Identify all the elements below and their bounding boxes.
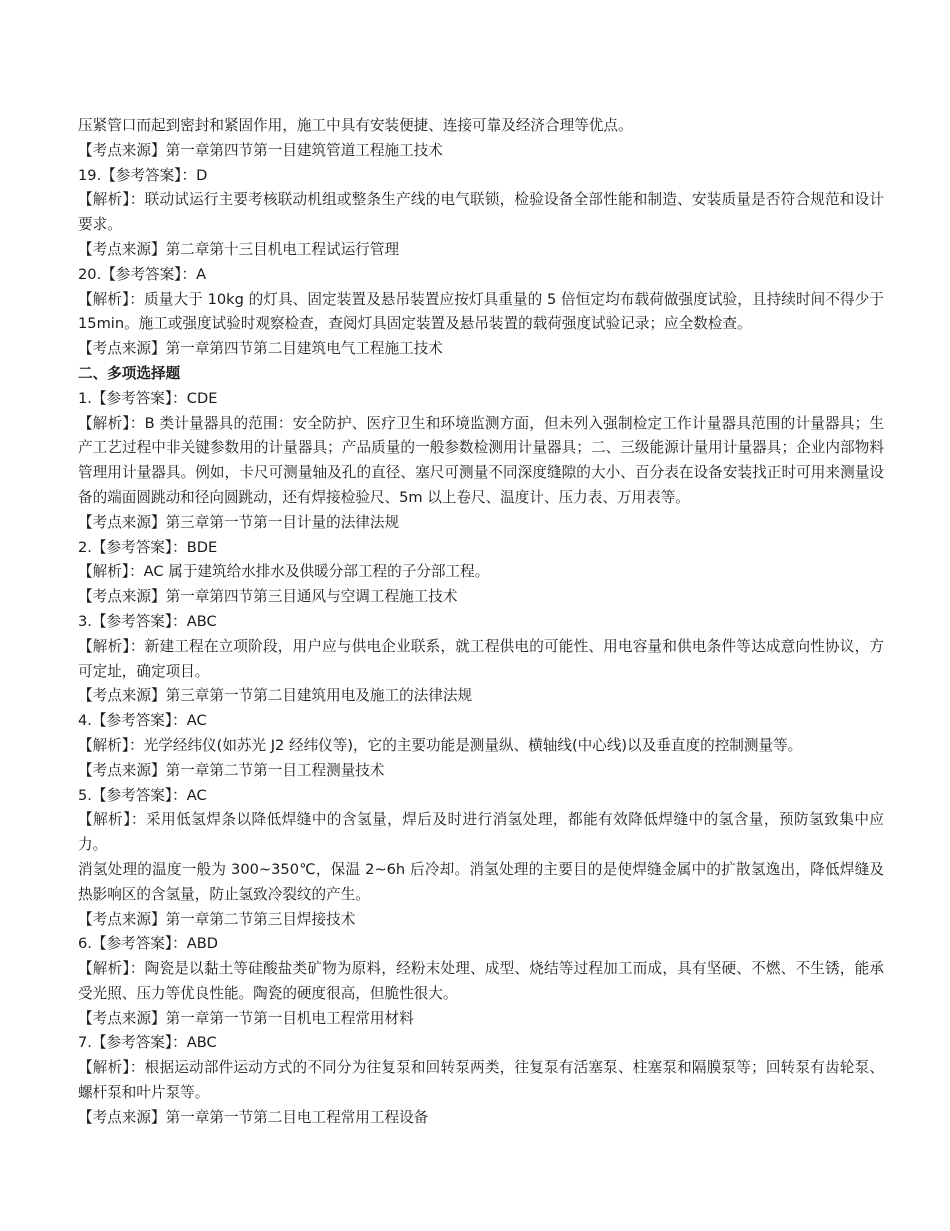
answer-line: 7.【参考答案】：ABC	[78, 1034, 217, 1052]
source-note: 【考点来源】第一章第四节第二目建筑电气工程施工技术	[78, 340, 443, 358]
answer-line: 2.【参考答案】：BDE	[78, 538, 218, 556]
source-note: 【考点来源】第二章第十三目机电工程试运行管理	[78, 240, 400, 258]
explanation: 【解析】：新建工程在立项阶段，用户应与供电企业联系，就工程供电的可能性、用电容量和供电条件等达成意向性协议，方可定址，确定项目。	[78, 637, 884, 680]
paragraph: 压紧管口而起到密封和紧固作用，施工中具有安装便捷、连接可靠及经济合理等优点。	[78, 117, 633, 134]
explanation: 【解析】：陶瓷是以黏土等硅酸盐类矿物为原料，经粉末处理、成型、烧结等过程加工而成，具有坚硬、不燃、不生锈，能承受光照、压力等优良性能。陶瓷的硬度很高，但脆性很大。	[78, 960, 884, 1002]
source-note: 【考点来源】第一章第二节第三目焊接技术	[78, 910, 356, 928]
document-body	[78, 114, 884, 1131]
source-note: 【考点来源】第三章第一节第二目建筑用电及施工的法律法规	[78, 687, 473, 705]
answer-line: 1.【参考答案】：CDE	[78, 389, 218, 407]
answer-line: 3.【参考答案】：ABC	[78, 612, 217, 630]
section-heading: 二、多项选择题	[78, 364, 181, 382]
answer-line: 6.【参考答案】：ABD	[78, 935, 219, 953]
paragraph: 消氢处理的温度一般为 300~350℃，保温 2~6h 后冷却。消氢处理的主要目的是使焊缝金属中的扩散氢逸出，降低焊缝及热影响区的含氢量，防止氢致冷裂纹的产生。	[78, 860, 884, 903]
explanation: 【解析】：质量大于 10kg 的灯具、固定装置及悬吊装置应按灯具重量的 5 倍恒定均布载荷做强度试验，且持续时间不得少于 15min。施工或强度试验时观察检查，查阅灯具固定装置及悬吊装置的载荷强度试验记录；应全数检查。	[78, 290, 884, 333]
source-note: 【考点来源】第一章第四节第三目通风与空调工程施工技术	[78, 588, 458, 606]
answer-line: 19.【参考答案】：D	[78, 166, 208, 184]
source-note: 【考点来源】第一章第二节第一目工程测量技术	[78, 761, 385, 779]
explanation: 【解析】：联动试运行主要考核联动机组或整条生产线的电气联锁，检验设备全部性能和制造、安装质量是否符合规范和设计要求。	[78, 191, 884, 234]
source-note: 【考点来源】第三章第一节第一目计量的法律法规	[78, 513, 400, 531]
source-note: 【考点来源】第一章第四节第一目建筑管道工程施工技术	[78, 141, 443, 159]
explanation: 【解析】：AC 属于建筑给水排水及供暖分部工程的子分部工程。	[78, 563, 490, 581]
source-note: 【考点来源】第一章第一节第一目机电工程常用材料	[78, 1009, 414, 1027]
explanation: 【解析】：根据运动部件运动方式的不同分为往复泵和回转泵两类，往复泵有活塞泵、柱塞泵和隔膜泵等；回转泵有齿轮泵、螺杆泵和叶片泵等。	[78, 1059, 884, 1102]
answer-line: 20.【参考答案】：A	[78, 265, 207, 283]
answer-line: 4.【参考答案】：AC	[78, 712, 207, 730]
explanation: 【解析】：光学经纬仪(如苏光 J2 经纬仪等)，它的主要功能是测量纵、横轴线(中心线)以及垂直度的控制测量等。	[78, 736, 803, 754]
explanation: 【解析】：采用低氢焊条以降低焊缝中的含氢量，焊后及时进行消氢处理，都能有效降低焊缝中的氢含量，预防氢致集中应力。	[78, 811, 884, 854]
source-note: 【考点来源】第一章第一节第二目电工程常用工程设备	[78, 1108, 429, 1126]
explanation: 【解析】：B 类计量器具的范围：安全防护、医疗卫生和环境监测方面，但未列入强制检定工作计量器具范围的计量器具；生产工艺过程中非关键参数用的计量器具；产品质量的一般参数检测用计量器具；二、三级能源计量用计量器具；企业内部物料管理用计量器具。例如，卡尺可测量轴及孔的直径、塞尺可测量不同深度缝隙的大小、百分表在设备安装找正时可用来测量设备的端面圆跳动和径向圆跳动，还有焊接检验尺、5m 以上卷尺、温度计、压力表、万用表等。	[78, 414, 884, 506]
answer-line: 5.【参考答案】：AC	[78, 786, 207, 804]
